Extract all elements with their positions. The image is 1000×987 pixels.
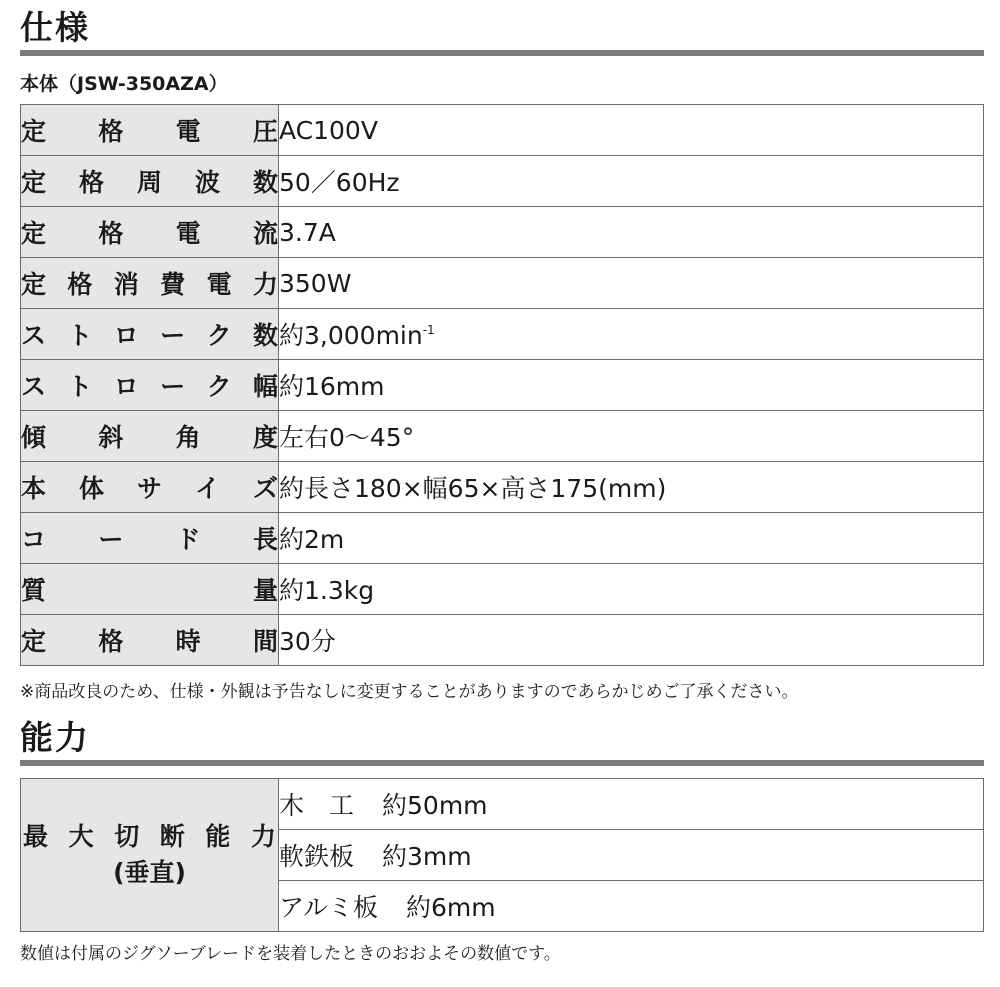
table-row <box>21 779 984 830</box>
label-char: 大 <box>68 822 94 851</box>
label-char: ズ <box>252 474 278 503</box>
spec-value-text: 3.7A <box>279 217 336 247</box>
label-char: 度 <box>252 423 278 452</box>
capacity-note: 数値は付属のジグソーブレードを装着したときのおおよその数値です。 <box>20 944 561 964</box>
spec-label <box>21 411 279 462</box>
label-char: ー <box>160 372 186 401</box>
label-char: 傾 <box>21 423 47 452</box>
spec-value-text: 左右0〜45° <box>279 423 415 452</box>
table-row <box>21 258 984 309</box>
capacity-label-line2: (垂直) <box>113 858 186 887</box>
spec-label <box>21 462 279 513</box>
spec-value <box>279 207 984 258</box>
label-char: ト <box>67 372 93 401</box>
label-char: 切 <box>114 822 140 851</box>
spec-value-text: 約1.3kg <box>279 576 375 605</box>
label-char: ド <box>175 525 201 554</box>
spec-label <box>21 258 279 309</box>
label-char: 定 <box>21 627 47 656</box>
table-row <box>21 360 984 411</box>
spec-label-text <box>21 469 278 505</box>
capacity-label <box>21 779 279 932</box>
capacity-value <box>279 881 984 932</box>
label-char: ー <box>160 321 186 350</box>
label-char: 本 <box>21 474 47 503</box>
label-char: 定 <box>21 117 47 146</box>
capacity-label-line1 <box>21 819 278 855</box>
capacity-amount: 約3mm <box>382 842 472 871</box>
label-char: 電 <box>206 270 232 299</box>
spec-value-text: 約16mm <box>279 372 385 401</box>
spec-value <box>279 156 984 207</box>
spec-note: ※商品改良のため、仕様・外観は予告なしに変更することがありますのであらかじめご了承ください。 <box>20 682 799 702</box>
spec-label <box>21 207 279 258</box>
label-char: 波 <box>194 168 220 197</box>
spec-label-text <box>21 214 278 250</box>
spec-label <box>21 615 279 666</box>
spec-value <box>279 615 984 666</box>
spec-label <box>21 105 279 156</box>
label-char: 格 <box>98 219 124 248</box>
label-char: コ <box>21 525 47 554</box>
spec-value-text: 30分 <box>279 627 336 656</box>
spec-label-text <box>21 571 278 607</box>
capacity-material: アルミ板 <box>279 893 379 922</box>
label-char: ー <box>98 525 124 554</box>
label-char: 質 <box>21 576 47 605</box>
spec-label <box>21 309 279 360</box>
capacity-section-title: 能力 <box>20 718 90 757</box>
model-subtitle: 本体（JSW-350AZA） <box>20 73 228 95</box>
spec-label-text <box>21 163 278 199</box>
label-char: 数 <box>252 321 278 350</box>
spec-label <box>21 513 279 564</box>
capacity-material: 軟鉄板 <box>279 842 355 871</box>
label-char: ト <box>67 321 93 350</box>
spec-value-text: AC100V <box>279 115 378 145</box>
label-char: 時 <box>175 627 201 656</box>
label-char: 格 <box>78 168 104 197</box>
spec-value <box>279 513 984 564</box>
table-row <box>21 309 984 360</box>
table-row <box>21 615 984 666</box>
label-char: 圧 <box>252 117 278 146</box>
label-char: 体 <box>78 474 104 503</box>
label-char: ス <box>21 321 47 350</box>
unit-superscript: -1 <box>422 323 435 337</box>
capacity-value <box>279 830 984 881</box>
label-char: 消 <box>113 270 139 299</box>
spec-label-text <box>21 265 278 301</box>
label-char: 格 <box>98 627 124 656</box>
table-row <box>21 105 984 156</box>
capacity-amount: 約50mm <box>382 791 488 820</box>
spec-label <box>21 156 279 207</box>
label-char: 力 <box>252 270 278 299</box>
label-char: 力 <box>250 822 276 851</box>
label-char: 電 <box>175 117 201 146</box>
spec-value <box>279 309 984 360</box>
label-char: ス <box>21 372 47 401</box>
label-char: 格 <box>98 117 124 146</box>
table-row <box>21 207 984 258</box>
spec-value <box>279 360 984 411</box>
label-char: 最 <box>23 822 49 851</box>
label-char: 能 <box>205 822 231 851</box>
label-char: 角 <box>175 423 201 452</box>
label-char: 長 <box>252 525 278 554</box>
spec-label-text <box>21 520 278 556</box>
spec-label-text <box>21 112 278 148</box>
spec-value <box>279 462 984 513</box>
spec-label <box>21 360 279 411</box>
spec-value <box>279 258 984 309</box>
label-char: 費 <box>160 270 186 299</box>
table-row <box>21 462 984 513</box>
label-char: 流 <box>252 219 278 248</box>
capacity-value <box>279 779 984 830</box>
label-char: 定 <box>21 168 47 197</box>
spec-value-text: 約長さ180×幅65×高さ175(mm) <box>279 474 667 503</box>
spec-label-text <box>21 316 278 352</box>
spec-value-text: 約2m <box>279 525 345 554</box>
spec-value-text: 350W <box>279 268 352 298</box>
spec-value-text: 約3,000min <box>279 321 423 350</box>
label-char: 幅 <box>252 372 278 401</box>
spec-value <box>279 411 984 462</box>
spec-label-text <box>21 622 278 658</box>
table-row <box>21 411 984 462</box>
spec-title-rule <box>20 50 984 56</box>
spec-value <box>279 564 984 615</box>
label-char: 定 <box>21 219 47 248</box>
label-char: 格 <box>67 270 93 299</box>
label-char: 量 <box>252 576 278 605</box>
label-char: ロ <box>113 372 139 401</box>
table-row <box>21 564 984 615</box>
table-row <box>21 513 984 564</box>
label-char: ク <box>206 321 232 350</box>
label-char: 数 <box>252 168 278 197</box>
label-char: 斜 <box>98 423 124 452</box>
label-char: ク <box>206 372 232 401</box>
label-char: 断 <box>159 822 185 851</box>
label-char: ロ <box>113 321 139 350</box>
label-char: 周 <box>136 168 162 197</box>
table-row <box>21 156 984 207</box>
capacity-material: 木 工 <box>279 791 355 820</box>
label-char: サ <box>136 474 162 503</box>
spec-label <box>21 564 279 615</box>
spec-section-title: 仕様 <box>20 8 90 47</box>
spec-label-text <box>21 418 278 454</box>
spec-label-text <box>21 367 278 403</box>
spec-value <box>279 105 984 156</box>
label-char: 定 <box>21 270 47 299</box>
capacity-title-rule <box>20 760 984 766</box>
spec-table <box>20 104 984 666</box>
capacity-table <box>20 778 984 932</box>
spec-value-text: 50／60Hz <box>279 168 400 197</box>
label-char: イ <box>194 474 220 503</box>
capacity-amount: 約6mm <box>406 893 496 922</box>
label-char: 電 <box>175 219 201 248</box>
label-char: 間 <box>252 627 278 656</box>
